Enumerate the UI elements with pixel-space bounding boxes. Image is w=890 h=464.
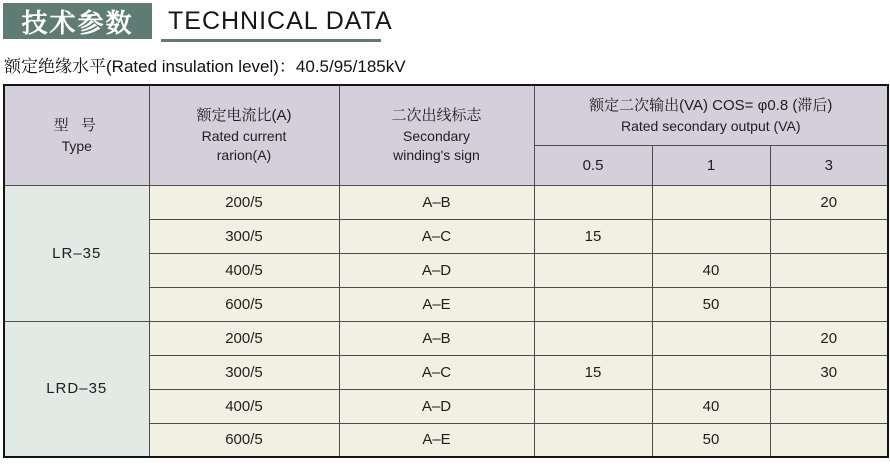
col-header-secondary-output	[534, 85, 888, 145]
col-header-winding-cn: 二次出线标志	[391, 107, 482, 125]
col-header-current-ratio	[149, 85, 339, 185]
va-05-cell: 15	[534, 355, 652, 389]
title-underline	[161, 39, 381, 42]
va-1-cell	[652, 219, 770, 253]
title-banner	[3, 3, 152, 39]
va-1-cell	[652, 355, 770, 389]
va-3-cell	[770, 253, 888, 287]
va-05-cell	[534, 423, 652, 457]
ratio-cell: 300/5	[149, 219, 339, 253]
va-3-cell: 20	[770, 185, 888, 219]
sign-cell: A–E	[339, 287, 534, 321]
va-1-cell: 40	[652, 253, 770, 287]
ratio-cell: 600/5	[149, 287, 339, 321]
va-05-cell	[534, 287, 652, 321]
col-header-current-cn: 额定电流比(A)	[196, 107, 292, 125]
table-header	[4, 85, 888, 185]
col-header-current-en-1: Rated current	[201, 128, 287, 145]
sign-cell: A–C	[339, 219, 534, 253]
col-header-output-3: 3	[770, 145, 888, 185]
va-3-cell	[770, 287, 888, 321]
col-header-output-en: Rated secondary output (VA)	[620, 117, 801, 134]
col-header-type-cn: 型 号	[53, 116, 100, 134]
col-header-winding-en-1: Secondary	[403, 128, 470, 145]
sign-cell: A–E	[339, 423, 534, 457]
va-1-cell: 50	[652, 423, 770, 457]
va-3-cell: 30	[770, 355, 888, 389]
va-1-cell	[652, 321, 770, 355]
va-3-cell: 20	[770, 321, 888, 355]
col-header-winding-en-2: winding's sign	[393, 147, 480, 164]
col-header-type-en: Type	[61, 137, 92, 154]
sign-cell: A–C	[339, 355, 534, 389]
va-1-cell: 40	[652, 389, 770, 423]
page-title-en: TECHNICAL DATA	[168, 7, 393, 35]
va-3-cell	[770, 423, 888, 457]
va-3-cell	[770, 389, 888, 423]
ratio-cell: 300/5	[149, 355, 339, 389]
col-header-output-cn: 额定二次输出(VA) COS= φ0.8 (滞后)	[589, 96, 833, 114]
sign-cell: A–D	[339, 389, 534, 423]
col-header-current-en-2: rarion(A)	[216, 147, 272, 164]
ratio-cell: 200/5	[149, 321, 339, 355]
va-05-cell	[534, 253, 652, 287]
col-header-output-1: 1	[652, 145, 770, 185]
va-1-cell	[652, 185, 770, 219]
sign-cell: A–B	[339, 321, 534, 355]
page-title-cn: 技术参数	[21, 7, 134, 38]
ratio-cell: 400/5	[149, 253, 339, 287]
col-header-type	[4, 85, 149, 185]
header-row-main	[4, 85, 888, 145]
va-05-cell	[534, 321, 652, 355]
va-05-cell: 15	[534, 219, 652, 253]
type-cell-lr35: LR–35	[4, 185, 149, 321]
table-row	[4, 321, 888, 355]
rated-insulation-level-text: 额定绝缘水平(Rated insulation level)：40.5/95/185kV	[4, 57, 406, 76]
va-3-cell	[770, 219, 888, 253]
va-1-cell: 50	[652, 287, 770, 321]
sign-cell: A–B	[339, 185, 534, 219]
ratio-cell: 600/5	[149, 423, 339, 457]
va-05-cell	[534, 185, 652, 219]
col-header-winding-sign	[339, 85, 534, 185]
col-header-output-05: 0.5	[534, 145, 652, 185]
ratio-cell: 200/5	[149, 185, 339, 219]
va-05-cell	[534, 389, 652, 423]
table-row	[4, 185, 888, 219]
ratio-cell: 400/5	[149, 389, 339, 423]
table-body	[4, 185, 888, 457]
sign-cell: A–D	[339, 253, 534, 287]
technical-data-table	[3, 84, 889, 458]
type-cell-lrd35: LRD–35	[4, 321, 149, 457]
